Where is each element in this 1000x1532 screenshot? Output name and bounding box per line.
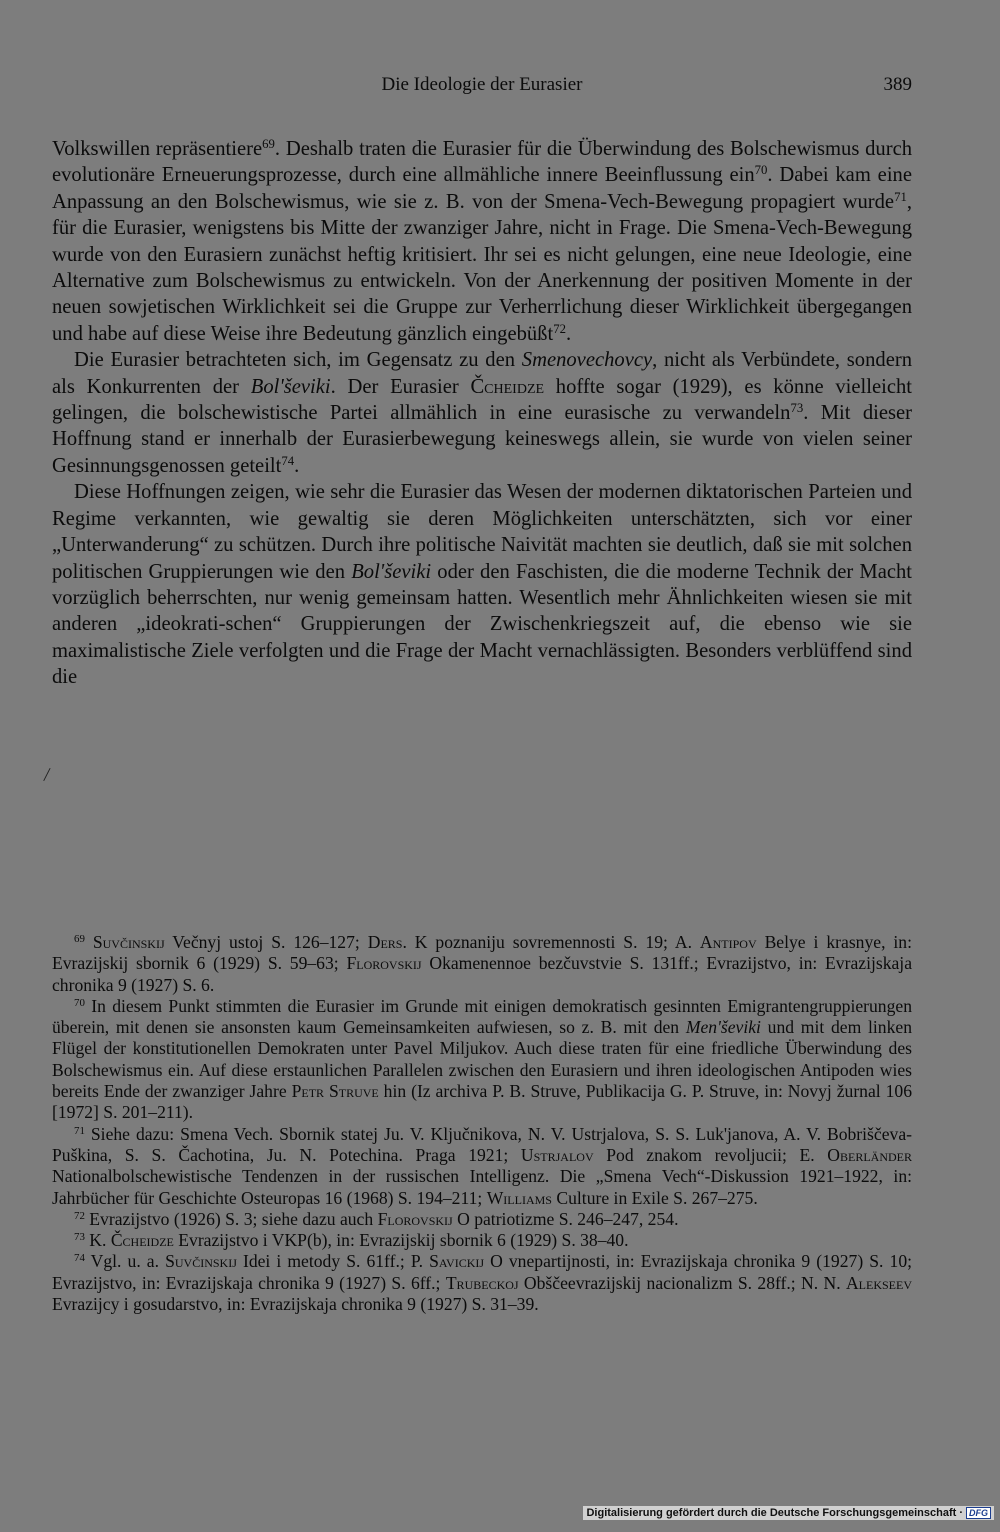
footnote-number: 74 [74,1252,85,1265]
text-run: Evrazijstvo (1926) S. 3; siehe dazu auch [84,1208,378,1229]
text-run: In diesem Punkt stimmten die Eurasier im Grunde mit einigen demokratisch gesinnten Emigrantengruppierungen überein, mit denen sie ansonsten kaum Gemeinsamkeiten aufwiesen, so z. B. mit den [52,995,912,1038]
text-run: . Mit dieser Hoffnung stand er innerhalb der Eurasierbewegung keineswegs allein, sie wurde von vielen seiner Gesinnungsgenossen geteilt [52,402,912,477]
text-run: Pod znakom revoljucii; E. [593,1144,828,1165]
dfg-logo-icon: DFG [966,1507,991,1519]
author-name: Oberländer [827,1144,912,1165]
text-run: Culture in Exile S. 267–275. [551,1187,758,1208]
footnotes [52,932,912,1315]
text-run: , für die Eurasier, wenigstens bis Mitte der zwanziger Jahre, nicht in Frage. Die Smena-Vech-Bewegung wurde von den Eurasiern zunächst heftig kritisiert. Ihr sei es nicht gelungen, eine neue Ideologie, eine Alternative zum Bolschewismus zu entwickeln. Von der Anerkennung der positiven Momente in der neuen sowjetischen Wirklichkeit sei die Gruppe zur Verherrlichung dieser Wirklichkeit übergegangen und habe auf diese Weise ihre Bedeutung gänzlich eingebüßt [52,190,912,345]
author-name: Ders. [367,932,407,952]
text-run: Evrazijstvo i VKP(b), in: Evrazijskij sbornik 6 (1929) S. 38–40. [173,1230,629,1251]
pencil-mark: / [42,763,52,787]
digitization-banner [583,1506,994,1520]
footnote-ref: 69 [262,136,275,151]
text-run: Die Eurasier betrachteten sich, im Gegensatz zu den [74,349,522,372]
running-title: Die Ideologie der Eurasier [381,74,583,95]
footnote-73 [52,1230,912,1251]
main-text [52,136,912,691]
footnote-number: 72 [74,1209,85,1222]
author-name: Čcheidze [110,1230,174,1251]
text-run: O vnepartijnosti, in: Evrazijskaja chronika 9 (1927) S. 10; Evrazijstvo, in: Evrazijskaja chronika 9 (1927) S. 6ff.; [52,1251,912,1293]
text-run: O patriotizme S. 246–247, 254. [452,1208,679,1229]
text-run: Volkswillen repräsentiere [52,138,263,160]
footnote-number: 69 [74,933,85,945]
footnote-number: 71 [74,1124,85,1137]
footnote-ref: 71 [894,189,907,204]
text-run: hoffte sogar (1929), es könne vielleicht gelingen, die bolschewistische Partei allmählich in eine eurasische zu verwandeln [52,375,912,425]
author-name: Suvčinskij [84,932,165,952]
footnote-ref: 70 [754,163,768,178]
text-run: Obščeevrazijskij nacionalizm S. 28ff.; N. N. [518,1272,846,1293]
author-name: Savickij [429,1251,485,1272]
footnote-69 [52,932,912,996]
text-run: . [294,454,300,477]
text-run: Nationalbolschewistische Tendenzen in der russischen Intelligenz. Die „Smena Vech“-Diskussion 1921–1922, in: Jahrbücher für Geschichte Osteuropas 16 (1968) S. 194–211; [52,1166,912,1208]
italic-term: Men'ševiki [685,1017,761,1038]
footnote-70 [52,996,912,1124]
text-run: Idei i metody S. 61ff.; P. [236,1251,430,1272]
footnote-number: 70 [74,996,85,1009]
text-run: Vgl. u. a. [84,1251,166,1272]
author-name: Ustrjalov [520,1144,594,1165]
italic-term: Bol'ševiki [351,560,432,583]
text-run: . Deshalb traten die Eurasier für die Überwindung des Bolschewismus durch evolutionäre Erneuerungsprozesse, durch eine allmähliche innere Beeinflussung ein [52,138,913,187]
text-run: , nicht als Verbündete, sondern als Konkurrenten der [52,349,912,398]
text-run: Evrazijcy i gosudarstvo, in: Evrazijskaja chronika 9 (1927) S. 31–39. [52,1294,539,1315]
footnote-ref: 73 [790,401,804,416]
text-run: Diese Hoffnungen zeigen, wie sehr die Eurasier das Wesen der modernen diktatorischen Parteien und Regime verkannten, wie gewaltig sie deren Möglichkeiten unterschätzten, sich vor einer „Unterwanderung“ zu schützen. Durch ihre politische Naivität machten sie deutlich, daß sie mit solchen politischen Gruppierungen wie den [52,481,912,583]
author-name: Petr Struve [291,1081,379,1102]
page-number: 389 [883,74,912,95]
text-run: und mit dem linken Flügel der konstitutionellen Demokraten unter Pavel Miljukov. Auch diese traten für eine friedliche Überwindung des Bolschewismus ein. Auf diese erstaunlichen Parallelen zwischen den Eurasiern und ihren ideologischen Antipoden wies bereits Ende der zwanziger Jahre [52,1017,912,1102]
footnote-ref: 74 [281,453,295,468]
text-run: . [565,322,572,345]
footnote-74 [52,1251,912,1315]
author-name: Antipov [699,932,757,952]
banner-text: Digitalisierung gefördert durch die Deutsche Forschungsgemeinschaft · [586,1507,963,1519]
text-run: K poznaniju sovremennosti S. 19; A. [406,932,700,952]
author-name: Trubeckoj [445,1272,519,1293]
text-run: Belye i krasnye, in: Evrazijskij sbornik 6 (1929) S. 59–63; [52,932,912,974]
paragraph-1 [52,136,912,347]
footnote-71 [52,1124,912,1209]
text-run: . Der Eurasier [330,375,471,398]
footnote-number: 73 [74,1231,85,1244]
author-name: Čcheidze [470,375,545,398]
paragraph-2 [52,347,912,479]
author-name: Florovskij [346,953,422,974]
italic-term: Bol'ševiki [250,375,331,398]
text-run: hin (Iz archiva P. B. Struve, Publikacija G. P. Struve, in: Novyj žurnal 106 [1972] S. 201–211). [52,1081,912,1123]
paragraph-3 [52,479,912,690]
author-name: Williams [486,1187,552,1208]
footnote-72 [52,1209,912,1230]
text-run: . Dabei kam eine Anpassung an den Bolschewismus, wie sie z. B. von der Smena-Vech-Bewegung propagiert wurde [52,164,912,213]
author-name: Suvčinskij [165,1251,237,1272]
text-run: oder den Faschisten, die die moderne Technik der Macht vorzüglich beherrschten, nur wenig gemeinsam hatten. Wesentlich mehr Ähnlichkeiten wiesen sie mit anderen „ideokrati-schen“ Gruppierungen der Zwischenkriegszeit auf, die ebenso wie sie maximalistische Ziele verfolgten und die Frage der Macht vernachlässigten. Besonders verblüffend sind die [52,560,912,689]
text-run: Siehe dazu: Smena Vech. Sbornik statej Ju. V. Ključnikova, N. V. Ustrjalova, S. S. Luk'janova, A. V. Bobriščeva-Puškina, S. S. Čachotina, Ju. N. Potechina. Praga 1921; [52,1123,912,1165]
text-run: K. [84,1230,111,1251]
footnote-ref: 72 [553,321,566,336]
text-run: Okamenennoe bezčuvstvie S. 131ff.; Evrazijstvo, in: Evrazijskaja chronika 9 (1927) S. 6. [52,953,913,995]
author-name: Florovskij [377,1208,453,1229]
author-name: Alekseev [845,1272,913,1293]
running-head [52,74,912,102]
italic-term: Smenovechovcy [521,349,653,372]
text-run: Večnyj ustoj S. 126–127; [164,932,368,952]
